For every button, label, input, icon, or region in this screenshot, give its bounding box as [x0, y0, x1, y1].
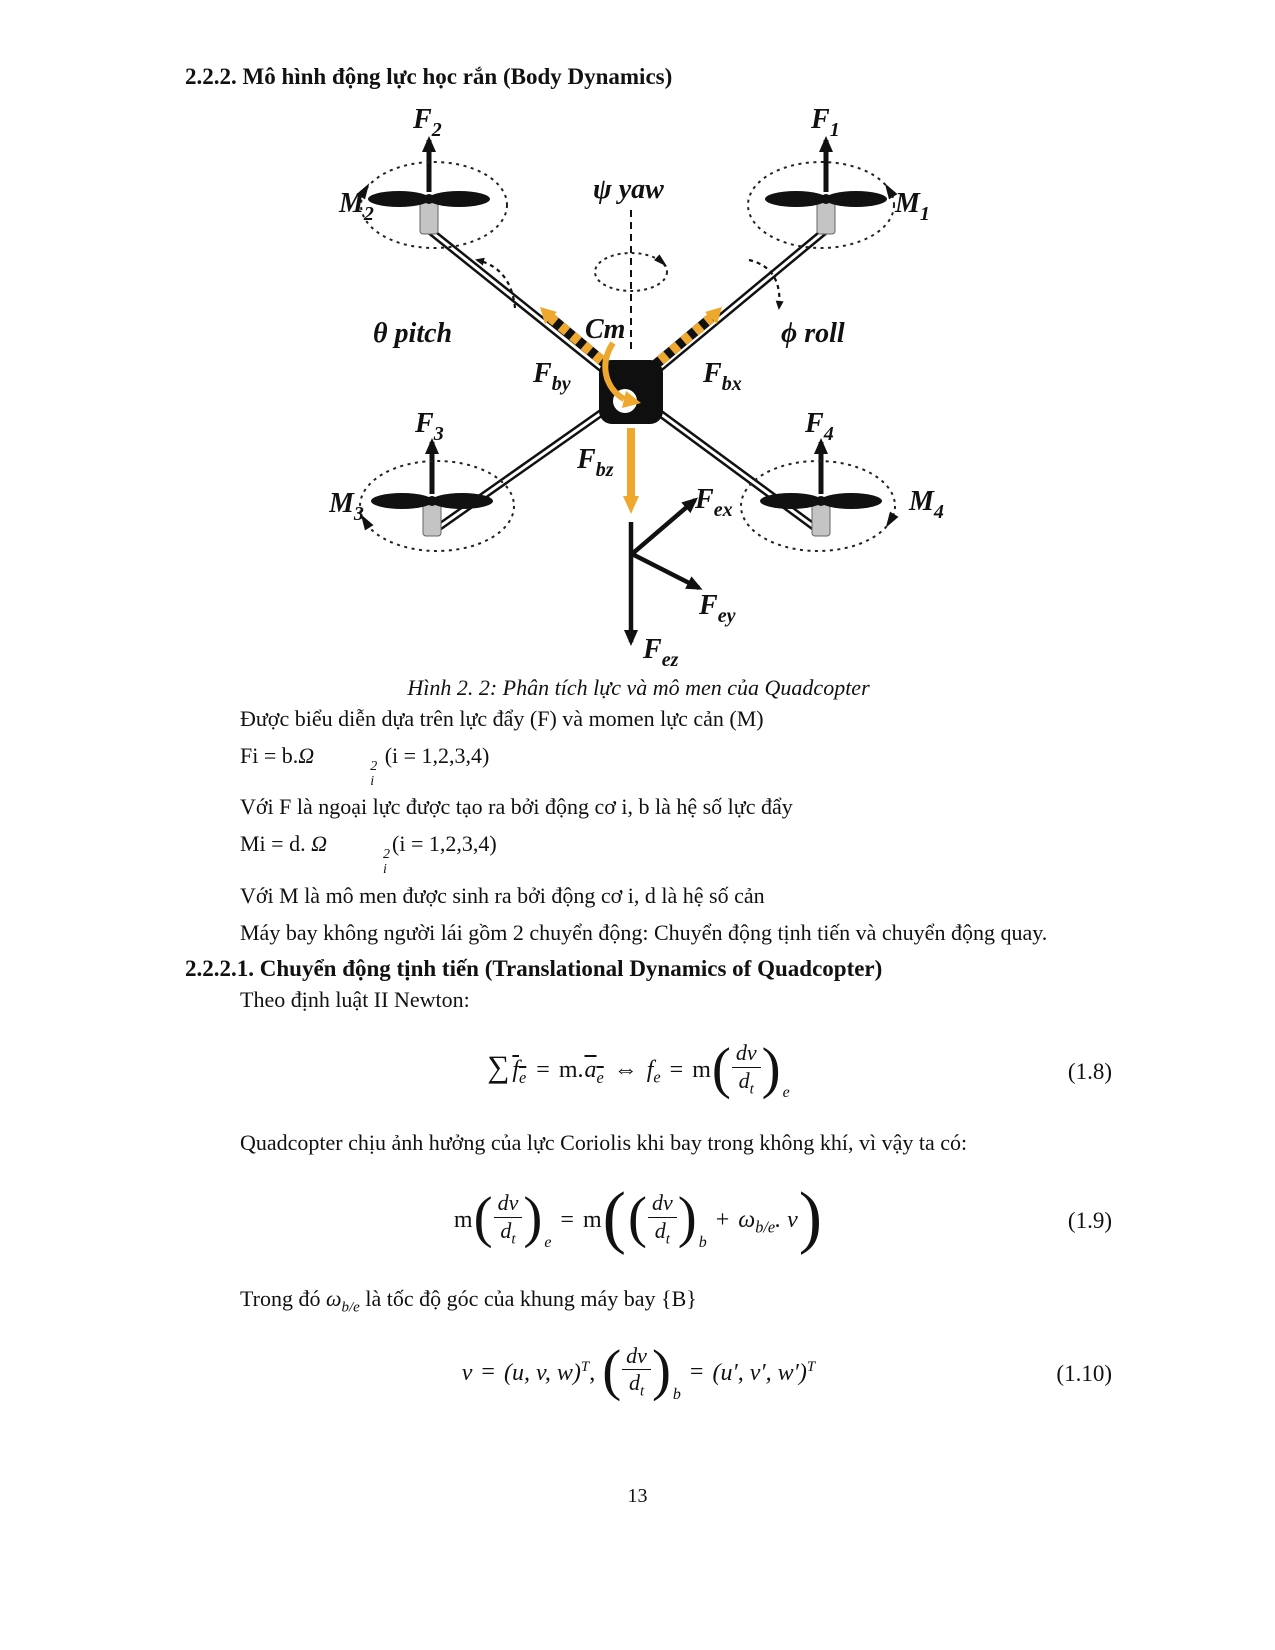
paragraph-omega [185, 1281, 1092, 1321]
rotor-lower-right [741, 442, 898, 551]
label-fby: $F_{by}$ [532, 358, 571, 395]
paragraph-m-explain: Với M là mô men được sinh ra bởi động cơ i, d là hệ số cản [240, 882, 765, 908]
propeller-1 [765, 191, 827, 207]
force-arrow-fey [632, 554, 699, 588]
subsection-heading: 2.2.2.1. Chuyển động tịnh tiến (Translational Dynamics of Quadcopter) [185, 955, 883, 981]
vector-fe: $f_e$ [512, 1057, 527, 1087]
label-m4: $M_4$ [908, 486, 944, 523]
equation-number-1-9: (1.9) [1067, 1208, 1112, 1234]
equation-number-1-10: (1.10) [1056, 1360, 1112, 1386]
rotation-arrow-4 [881, 512, 898, 531]
formula-mi [185, 826, 1092, 877]
mi-prefix: Mi = d. [240, 831, 312, 857]
label-f3: $F_3$ [414, 408, 444, 445]
fi-suffix: (i = 1,2,3,4) [379, 742, 490, 768]
paragraph-motion: Máy bay không người lái gồm 2 chuyển động: Chuyển động tịnh tiến và chuyển động quay. [240, 919, 1048, 945]
label-roll: ϕ roll [780, 318, 845, 349]
label-fbz: $F_{bz}$ [576, 444, 613, 481]
hub [599, 343, 663, 424]
earth-frame-arrows [631, 500, 699, 642]
fi-prefix: Fi = b. [240, 742, 299, 768]
label-fez: $F_{ez}$ [642, 634, 678, 667]
propeller-4 [760, 493, 822, 509]
fraction-dv-dt: $\frac{dv}{d_t}$ [648, 1191, 677, 1248]
omega-subsup: 2 i [383, 847, 391, 877]
omega-symbol: ω [326, 1286, 342, 1312]
omega-symbol: Ω [298, 742, 315, 768]
section-heading: 2.2.2. Mô hình động lực học rắn (Body Dynamics) [185, 64, 673, 89]
rotor-upper-left [356, 140, 506, 248]
paragraph-newton: Theo định luật II Newton: [240, 986, 470, 1012]
quadcopter-diagram [329, 102, 949, 667]
label-yaw: ψ yaw [592, 174, 664, 205]
force-arrow-fbz [623, 428, 639, 514]
vector-ae: $a_e$ [584, 1057, 604, 1087]
omega-prefix: Trong đó [240, 1286, 326, 1312]
paragraph-coriolis: Quadcopter chịu ảnh hưởng của lực Coriolis khi bay trong không khí, vì vậy ta có: [240, 1129, 968, 1155]
omega-suffix: là tốc độ góc của khung máy bay {B} [359, 1286, 697, 1312]
label-m3: $M_3$ [328, 488, 364, 525]
label-f1: $F_1$ [810, 104, 840, 141]
label-f4: $F_4$ [804, 408, 834, 445]
mi-suffix: (i = 1,2,3,4) [392, 831, 497, 857]
sum-operator: ∑ [487, 1049, 510, 1085]
label-fex: $F_{ex}$ [694, 484, 733, 521]
yaw-arrow [654, 254, 670, 269]
propeller-2 [368, 191, 430, 207]
omega-subscript: b/e [341, 1299, 360, 1316]
label-cm: Cm [584, 314, 625, 345]
rotor-upper-right [748, 140, 897, 248]
equation-1-10 [185, 1331, 1112, 1417]
paragraph-force-intro: Được biểu diễn dựa trên lực đẩy (F) và momen lực cản (M) [240, 706, 764, 731]
fraction-dv-dt: $\frac{dv}{d_t}$ [494, 1191, 523, 1248]
equation-number-1-8: (1.8) [1067, 1058, 1112, 1084]
equation-1-10-math: v = (u, v, w)$^T$, ( $\frac{dv}{d_t}$ ) $_b$= (u′, v′, w′)$^T$ [461, 1338, 816, 1404]
label-m1: $M_1$ [894, 188, 930, 225]
fraction-dv-dt: $\frac{dv}{d_t}$ [622, 1344, 651, 1401]
omega-symbol: Ω [311, 831, 328, 857]
fraction-dv-dt: $\frac{dv}{d_t}$ [732, 1041, 761, 1098]
paragraph-f-explain: Với F là ngoại lực được tạo ra bởi động cơ i, b là hệ số lực đẩy [240, 794, 793, 820]
equation-1-8-math: ∑ $f_e = m.a_e$ ⇔ $f_e = m$( $\frac{dv}{d_t}$ ) $_e$ [487, 1036, 790, 1101]
rotor-lower-left [356, 442, 513, 551]
equation-1-8 [185, 1029, 1112, 1115]
label-fbx: $F_{bx}$ [702, 358, 742, 395]
force-arrow-fex [632, 500, 695, 554]
equation-1-9 [185, 1171, 1112, 1271]
label-m2: $M_2$ [338, 188, 374, 225]
equation-1-9-math: m( $\frac{dv}{d_t}$ ) $_e$= m(( $\frac{dv}{d_t}$ ) $_b+ \omega_{b/e}$. v) [453, 1179, 823, 1257]
page-number: 13 [627, 1485, 648, 1507]
figure-caption: Hình 2. 2: Phân tích lực và mô men của Quadcopter [407, 675, 870, 700]
omega-subsup: 2 i [370, 758, 378, 789]
figure-quadcopter [185, 102, 1092, 701]
label-f2: $F_2$ [412, 104, 442, 141]
label-pitch: θ pitch [372, 318, 452, 349]
label-fey: $F_{ey}$ [698, 590, 735, 627]
formula-fi [185, 738, 1092, 789]
propeller-3 [371, 493, 433, 509]
